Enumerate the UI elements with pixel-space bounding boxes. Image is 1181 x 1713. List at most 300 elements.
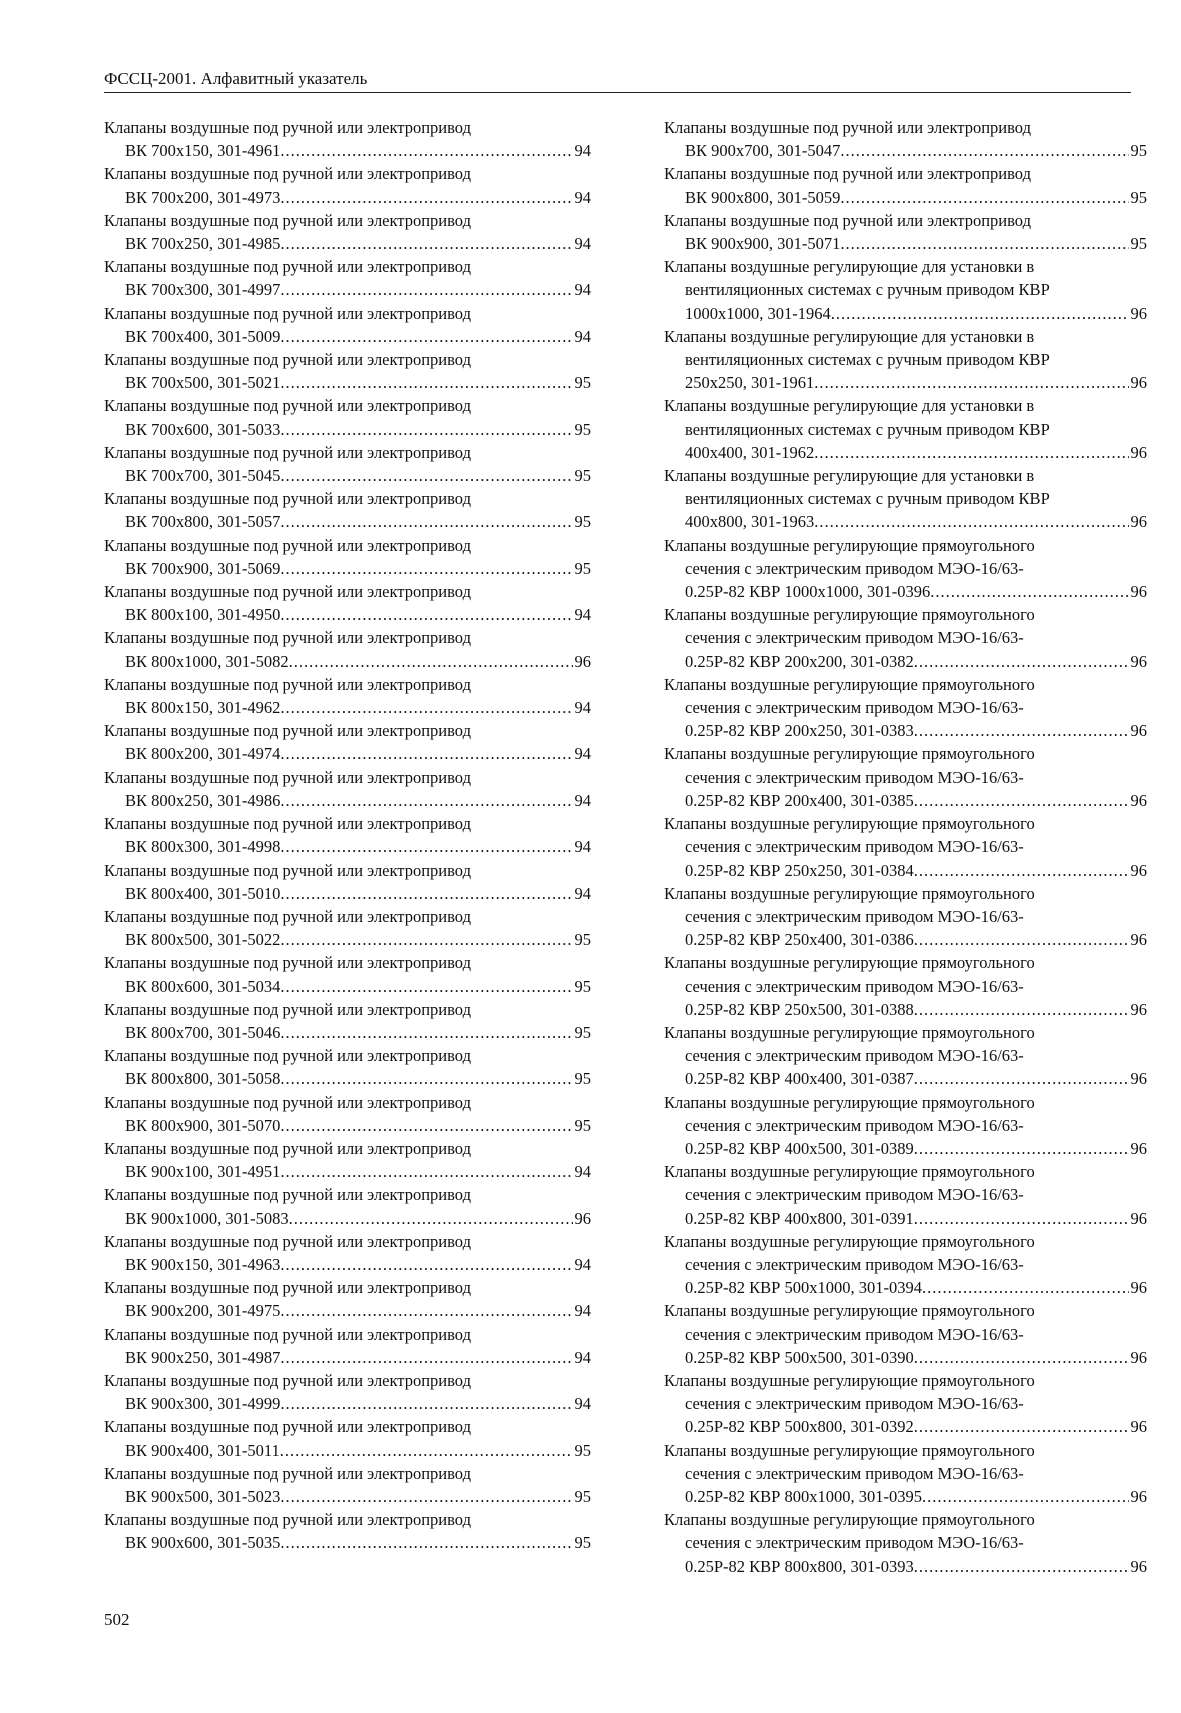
index-entry — [104, 1462, 591, 1508]
entry-last-line — [104, 928, 591, 951]
entry-text-line: ВК 700х700, 301-5045 — [125, 466, 281, 486]
index-entry — [104, 487, 591, 533]
entry-text-line: Клапаны воздушные под ручной или электропривод — [104, 582, 471, 602]
dot-leader — [280, 1346, 572, 1369]
entry-page-number: 95 — [574, 976, 591, 996]
entry-page-number: 96 — [1130, 442, 1147, 462]
entry-text-line: Клапаны воздушные регулирующие прямоугольного — [664, 1510, 1035, 1530]
entry-text-line: Клапаны воздушные регулирующие для установки в — [664, 326, 1035, 346]
entry-page-number: 96 — [1130, 651, 1147, 671]
entry-page-number: 96 — [1130, 1486, 1147, 1506]
entry-last-line — [104, 1207, 591, 1230]
dot-leader — [280, 510, 572, 533]
entry-page-number: 96 — [1130, 790, 1147, 810]
dot-leader — [280, 975, 572, 998]
entry-last-line — [664, 510, 1147, 533]
dot-leader — [289, 1207, 573, 1230]
dot-leader — [914, 719, 1129, 742]
index-entry — [104, 812, 591, 858]
dot-leader — [280, 928, 572, 951]
entry-text-line: ВК 900х300, 301-4999 — [125, 1394, 281, 1414]
entry-last-line — [664, 998, 1147, 1021]
index-entry — [664, 882, 1147, 952]
entry-text-line: сечения с электрическим приводом МЭО-16/63- — [685, 976, 1024, 996]
entry-last-line — [104, 1067, 591, 1090]
entry-page-number: 94 — [574, 141, 591, 161]
entry-page-number: 94 — [574, 1394, 591, 1414]
entry-text-line: сечения с электрическим приводом МЭО-16/63- — [685, 1533, 1024, 1553]
entry-page-number: 96 — [1130, 1278, 1147, 1298]
index-entry — [664, 742, 1147, 812]
entry-text-line: ВК 900х800, 301-5059 — [685, 187, 841, 207]
dot-leader — [922, 1276, 1129, 1299]
entry-page-number: 95 — [1130, 187, 1147, 207]
entry-page-number: 96 — [1130, 1208, 1147, 1228]
entry-text-line: ВК 700х600, 301-5033 — [125, 419, 281, 439]
entry-page-number: 94 — [574, 234, 591, 254]
entry-last-line — [664, 1485, 1147, 1508]
entry-last-line — [664, 1067, 1147, 1090]
entry-text-line: Клапаны воздушные под ручной или электропривод — [104, 906, 471, 926]
index-entry — [104, 116, 591, 162]
entry-text-line: ВК 800х500, 301-5022 — [125, 930, 281, 950]
entry-page-number: 96 — [1130, 999, 1147, 1019]
entry-page-number: 96 — [1130, 1069, 1147, 1089]
dot-leader — [914, 1555, 1129, 1578]
entry-text-line: ВК 900х500, 301-5023 — [125, 1486, 281, 1506]
entry-text-line: Клапаны воздушные под ручной или электропривод — [104, 1278, 471, 1298]
dot-leader — [280, 1531, 572, 1554]
index-entry — [104, 1276, 591, 1322]
dot-leader — [914, 1137, 1129, 1160]
entry-last-line — [104, 696, 591, 719]
entry-last-line — [664, 371, 1147, 394]
index-entry — [664, 534, 1147, 604]
dot-leader — [280, 278, 572, 301]
entry-text-line: сечения с электрическим приводом МЭО-16/63- — [685, 698, 1024, 718]
entry-last-line — [104, 1439, 591, 1462]
dot-leader — [914, 859, 1129, 882]
index-entry — [664, 812, 1147, 882]
index-entry — [664, 673, 1147, 743]
entry-text-line: вентиляционных системах с ручным приводом КВР — [685, 350, 1050, 370]
dot-leader — [280, 418, 572, 441]
entry-page-number: 95 — [574, 466, 591, 486]
dot-leader — [914, 1207, 1129, 1230]
entry-text-line: ВК 800х300, 301-4998 — [125, 837, 281, 857]
entry-text-line: Клапаны воздушные под ручной или электропривод — [104, 721, 471, 741]
entry-text-line: ВК 700х150, 301-4961 — [125, 141, 281, 161]
entry-page-number: 96 — [1130, 303, 1147, 323]
index-entry — [104, 441, 591, 487]
entry-text-line: 0.25Р-82 КВР 200х200, 301-0382 — [685, 651, 914, 671]
entry-page-number: 96 — [1130, 860, 1147, 880]
dot-leader — [814, 441, 1128, 464]
entry-text-line: Клапаны воздушные под ручной или электропривод — [104, 1092, 471, 1112]
entry-last-line — [104, 882, 591, 905]
entry-text-line: Клапаны воздушные регулирующие прямоугольного — [664, 1440, 1035, 1460]
entry-last-line — [664, 789, 1147, 812]
entry-text-line: сечения с электрическим приводом МЭО-16/63- — [685, 837, 1024, 857]
entry-text-line: Клапаны воздушные под ручной или электропривод — [104, 489, 471, 509]
index-entry — [104, 394, 591, 440]
entry-last-line — [104, 650, 591, 673]
entry-last-line — [104, 1021, 591, 1044]
entry-page-number: 95 — [574, 1022, 591, 1042]
entry-page-number: 94 — [574, 187, 591, 207]
entry-page-number: 94 — [574, 280, 591, 300]
entry-last-line — [104, 789, 591, 812]
entry-last-line — [104, 1160, 591, 1183]
entry-text-line: Клапаны воздушные под ручной или электропривод — [104, 814, 471, 834]
dot-leader — [914, 650, 1129, 673]
entry-text-line: Клапаны воздушные под ручной или электропривод — [104, 350, 471, 370]
entry-text-line: 250х250, 301-1961 — [685, 373, 815, 393]
dot-leader — [280, 1392, 572, 1415]
page-number: 502 — [104, 1610, 130, 1629]
entry-last-line — [664, 1276, 1147, 1299]
entry-text-line: ВК 900х400, 301-5011 — [125, 1440, 280, 1460]
dot-leader — [831, 302, 1129, 325]
index-entry — [104, 348, 591, 394]
entry-text-line: ВК 700х250, 301-4985 — [125, 234, 281, 254]
index-entry — [104, 859, 591, 905]
entry-text-line: Клапаны воздушные регулирующие прямоугольного — [664, 674, 1035, 694]
dot-leader — [280, 1067, 572, 1090]
entry-last-line — [664, 1346, 1147, 1369]
index-column-left — [104, 116, 591, 1555]
index-entry — [104, 534, 591, 580]
entry-page-number: 94 — [574, 1162, 591, 1182]
dot-leader — [280, 1160, 572, 1183]
dot-leader — [280, 603, 572, 626]
index-entry — [664, 255, 1147, 325]
entry-text-line: 0.25Р-82 КВР 1000х1000, 301-0396 — [685, 582, 931, 602]
entry-text-line: сечения с электрическим приводом МЭО-16/63- — [685, 1254, 1024, 1274]
entry-text-line: Клапаны воздушные под ручной или электропривод — [104, 210, 471, 230]
entry-text-line: 400х400, 301-1962 — [685, 442, 815, 462]
index-entry — [104, 1137, 591, 1183]
dot-leader — [280, 696, 572, 719]
entry-text-line: 0.25Р-82 КВР 250х400, 301-0386 — [685, 930, 914, 950]
entry-last-line — [104, 1253, 591, 1276]
header-title: ФССЦ-2001. Алфавитный указатель — [104, 69, 368, 88]
entry-last-line — [104, 1485, 591, 1508]
entry-text-line: вентиляционных системах с ручным приводом КВР — [685, 419, 1050, 439]
entry-text-line: ВК 700х400, 301-5009 — [125, 326, 281, 346]
entry-last-line — [104, 557, 591, 580]
entry-last-line — [104, 1114, 591, 1137]
entry-page-number: 96 — [574, 651, 591, 671]
entry-page-number: 95 — [574, 930, 591, 950]
index-entry — [104, 998, 591, 1044]
index-entry — [664, 325, 1147, 395]
entry-text-line: ВК 800х700, 301-5046 — [125, 1022, 281, 1042]
entry-text-line: Клапаны воздушные под ручной или электропривод — [104, 303, 471, 323]
entry-last-line — [664, 1207, 1147, 1230]
entry-text-line: 0.25Р-82 КВР 400х500, 301-0389 — [685, 1138, 914, 1158]
dot-leader — [280, 1114, 572, 1137]
entry-text-line: 0.25Р-82 КВР 500х800, 301-0392 — [685, 1417, 914, 1437]
dot-leader — [280, 1253, 572, 1276]
index-entry — [104, 673, 591, 719]
entry-text-line: Клапаны воздушные под ручной или электропривод — [104, 999, 471, 1019]
entry-page-number: 94 — [574, 698, 591, 718]
entry-last-line — [104, 603, 591, 626]
dot-leader — [280, 789, 572, 812]
entry-text-line: Клапаны воздушные регулирующие прямоугольного — [664, 883, 1035, 903]
entry-text-line: 0.25Р-82 КВР 200х400, 301-0385 — [685, 790, 914, 810]
index-entry — [104, 209, 591, 255]
entry-text-line: Клапаны воздушные под ручной или электропривод — [104, 257, 471, 277]
entry-page-number: 96 — [1130, 721, 1147, 741]
entry-last-line — [104, 975, 591, 998]
entry-text-line: ВК 900х200, 301-4975 — [125, 1301, 281, 1321]
entry-page-number: 96 — [1130, 1556, 1147, 1576]
index-entry — [664, 603, 1147, 673]
entry-text-line: Клапаны воздушные под ручной или электропривод — [104, 1046, 471, 1066]
entry-text-line: ВК 700х500, 301-5021 — [125, 373, 281, 393]
entry-text-line: 0.25Р-82 КВР 250х250, 301-0384 — [685, 860, 914, 880]
entry-last-line — [664, 441, 1147, 464]
entry-text-line: Клапаны воздушные регулирующие прямоугольного — [664, 1301, 1035, 1321]
entry-text-line: сечения с электрическим приводом МЭО-16/63- — [685, 628, 1024, 648]
entry-last-line — [664, 859, 1147, 882]
entry-text-line: 0.25Р-82 КВР 500х500, 301-0390 — [685, 1347, 914, 1367]
entry-text-line: ВК 900х250, 301-4987 — [125, 1347, 281, 1367]
entry-text-line: Клапаны воздушные регулирующие для установки в — [664, 257, 1035, 277]
entry-page-number: 94 — [574, 605, 591, 625]
entry-text-line: Клапаны воздушные под ручной или электропривод — [664, 210, 1031, 230]
index-entry — [664, 951, 1147, 1021]
entry-last-line — [104, 278, 591, 301]
entry-text-line: ВК 800х250, 301-4986 — [125, 790, 281, 810]
entry-last-line — [664, 719, 1147, 742]
entry-text-line: ВК 800х1000, 301-5082 — [125, 651, 289, 671]
entry-last-line — [664, 302, 1147, 325]
entry-last-line — [664, 1555, 1147, 1578]
entry-last-line — [664, 139, 1147, 162]
entry-last-line — [664, 928, 1147, 951]
entry-text-line: сечения с электрическим приводом МЭО-16/63- — [685, 1324, 1024, 1344]
dot-leader — [914, 1415, 1129, 1438]
entry-text-line: 0.25Р-82 КВР 500х1000, 301-0394 — [685, 1278, 922, 1298]
page-header — [104, 68, 1131, 93]
entry-text-line: Клапаны воздушные регулирующие прямоугольного — [664, 1231, 1035, 1251]
entry-text-line: ВК 700х300, 301-4997 — [125, 280, 281, 300]
index-entry — [664, 1230, 1147, 1300]
index-entry — [664, 209, 1147, 255]
entry-text-line: 0.25Р-82 КВР 400х400, 301-0387 — [685, 1069, 914, 1089]
entry-text-line: Клапаны воздушные под ручной или электропривод — [104, 1324, 471, 1344]
dot-leader — [280, 325, 572, 348]
entry-page-number: 95 — [574, 558, 591, 578]
entry-page-number: 95 — [574, 419, 591, 439]
entry-text-line: Клапаны воздушные под ручной или электропривод — [664, 118, 1031, 137]
index-entry — [104, 951, 591, 997]
entry-text-line: ВК 800х400, 301-5010 — [125, 883, 281, 903]
entry-page-number: 95 — [574, 1533, 591, 1553]
dot-leader — [280, 742, 572, 765]
dot-leader — [840, 139, 1128, 162]
index-entry — [664, 116, 1147, 162]
entry-text-line: ВК 900х100, 301-4951 — [125, 1162, 281, 1182]
entry-text-line: 400х800, 301-1963 — [685, 512, 815, 532]
entry-text-line: сечения с электрическим приводом МЭО-16/63- — [685, 767, 1024, 787]
entry-page-number: 96 — [1130, 512, 1147, 532]
entry-text-line: Клапаны воздушные под ручной или электропривод — [104, 674, 471, 694]
entry-text-line: Клапаны воздушные регулирующие прямоугольного — [664, 1370, 1035, 1390]
entry-text-line: ВК 900х150, 301-4963 — [125, 1254, 281, 1274]
entry-last-line — [104, 139, 591, 162]
entry-text-line: ВК 900х700, 301-5047 — [685, 141, 841, 161]
entry-text-line: Клапаны воздушные под ручной или электропривод — [104, 442, 471, 462]
index-entry — [664, 1091, 1147, 1161]
entry-text-line: ВК 700х800, 301-5057 — [125, 512, 281, 532]
dot-leader — [840, 232, 1128, 255]
entry-last-line — [104, 371, 591, 394]
entry-text-line: Клапаны воздушные регулирующие прямоугольного — [664, 1092, 1035, 1112]
index-entry — [664, 1160, 1147, 1230]
index-entry — [104, 580, 591, 626]
dot-leader — [814, 510, 1128, 533]
entry-text-line: ВК 800х150, 301-4962 — [125, 698, 281, 718]
entry-page-number: 96 — [1130, 1347, 1147, 1367]
entry-page-number: 94 — [574, 1254, 591, 1274]
dot-leader — [280, 1299, 572, 1322]
entry-text-line: ВК 900х900, 301-5071 — [685, 234, 841, 254]
entry-last-line — [104, 1346, 591, 1369]
index-entry — [104, 255, 591, 301]
entry-page-number: 95 — [1130, 234, 1147, 254]
entry-last-line — [664, 1415, 1147, 1438]
dot-leader — [280, 557, 572, 580]
entry-text-line: 0.25Р-82 КВР 400х800, 301-0391 — [685, 1208, 914, 1228]
dot-leader — [280, 1439, 573, 1462]
dot-leader — [914, 928, 1129, 951]
entry-page-number: 95 — [574, 1486, 591, 1506]
entry-page-number: 95 — [574, 373, 591, 393]
entry-page-number: 96 — [574, 1208, 591, 1228]
index-entry — [104, 1369, 591, 1415]
index-entry — [104, 1230, 591, 1276]
entry-page-number: 94 — [574, 326, 591, 346]
dot-leader — [840, 186, 1128, 209]
entry-last-line — [664, 650, 1147, 673]
entry-page-number: 96 — [1130, 1138, 1147, 1158]
entry-page-number: 94 — [574, 837, 591, 857]
index-entry — [104, 162, 591, 208]
entry-page-number: 95 — [1130, 141, 1147, 161]
entry-text-line: Клапаны воздушные под ручной или электропривод — [104, 1417, 471, 1437]
entry-last-line — [104, 418, 591, 441]
index-entry — [104, 1091, 591, 1137]
entry-last-line — [104, 325, 591, 348]
entry-text-line: Клапаны воздушные под ручной или электропривод — [104, 1231, 471, 1251]
entry-last-line — [104, 464, 591, 487]
entry-last-line — [664, 186, 1147, 209]
entry-last-line — [104, 186, 591, 209]
dot-leader — [914, 1067, 1129, 1090]
entry-page-number: 94 — [574, 744, 591, 764]
entry-text-line: Клапаны воздушные регулирующие прямоугольного — [664, 1162, 1035, 1182]
index-entry — [104, 905, 591, 951]
entry-text-line: 0.25Р-82 КВР 250х500, 301-0388 — [685, 999, 914, 1019]
entry-page-number: 94 — [574, 1347, 591, 1367]
entry-text-line: Клапаны воздушные регулирующие для установки в — [664, 396, 1035, 416]
entry-text-line: Клапаны воздушные под ручной или электропривод — [104, 628, 471, 648]
entry-text-line: 0.25Р-82 КВР 800х800, 301-0393 — [685, 1556, 914, 1576]
index-entry — [664, 464, 1147, 534]
entry-page-number: 95 — [574, 1440, 591, 1460]
entry-text-line: Клапаны воздушные под ручной или электропривод — [104, 953, 471, 973]
dot-leader — [922, 1485, 1129, 1508]
entry-page-number: 94 — [574, 1301, 591, 1321]
entry-text-line: Клапаны воздушные под ручной или электропривод — [664, 164, 1031, 184]
index-entry — [664, 162, 1147, 208]
entry-text-line: сечения с электрическим приводом МЭО-16/63- — [685, 1185, 1024, 1205]
entry-last-line — [104, 1392, 591, 1415]
entry-last-line — [104, 232, 591, 255]
index-entry — [104, 1415, 591, 1461]
entry-last-line — [104, 510, 591, 533]
entry-text-line: сечения с электрическим приводом МЭО-16/63- — [685, 558, 1024, 578]
entry-last-line — [104, 835, 591, 858]
entry-text-line: Клапаны воздушные под ручной или электропривод — [104, 535, 471, 555]
index-entry — [664, 394, 1147, 464]
dot-leader — [914, 1346, 1129, 1369]
index-entry — [664, 1299, 1147, 1369]
dot-leader — [914, 789, 1129, 812]
entry-text-line: ВК 900х1000, 301-5083 — [125, 1208, 289, 1228]
entry-page-number: 95 — [574, 1069, 591, 1089]
entry-text-line: ВК 800х900, 301-5070 — [125, 1115, 281, 1135]
entry-text-line: Клапаны воздушные регулирующие прямоугольного — [664, 814, 1035, 834]
entry-text-line: ВК 800х600, 301-5034 — [125, 976, 281, 996]
entry-text-line: ВК 700х200, 301-4973 — [125, 187, 281, 207]
dot-leader — [914, 998, 1129, 1021]
index-entry — [664, 1369, 1147, 1439]
entry-text-line: Клапаны воздушные под ручной или электропривод — [104, 1463, 471, 1483]
entry-text-line: Клапаны воздушные регулирующие прямоугольного — [664, 1022, 1035, 1042]
entry-page-number: 94 — [574, 883, 591, 903]
entry-text-line: ВК 800х100, 301-4950 — [125, 605, 281, 625]
entry-text-line: Клапаны воздушные под ручной или электропривод — [104, 1510, 471, 1530]
entry-text-line: 0.25Р-82 КВР 200х250, 301-0383 — [685, 721, 914, 741]
entry-text-line: ВК 800х200, 301-4974 — [125, 744, 281, 764]
dot-leader — [289, 650, 573, 673]
entry-text-line: ВК 800х800, 301-5058 — [125, 1069, 281, 1089]
entry-text-line: вентиляционных системах с ручным приводом КВР — [685, 489, 1050, 509]
dot-leader — [280, 1485, 572, 1508]
entry-text-line: Клапаны воздушные под ручной или электропривод — [104, 1370, 471, 1390]
dot-leader — [814, 371, 1128, 394]
entry-text-line: Клапаны воздушные регулирующие прямоугольного — [664, 953, 1035, 973]
dot-leader — [280, 139, 572, 162]
entry-last-line — [664, 1137, 1147, 1160]
index-entry — [664, 1439, 1147, 1509]
index-entry — [664, 1508, 1147, 1578]
entry-text-line: Клапаны воздушные регулирующие прямоугольного — [664, 605, 1035, 625]
entry-page-number: 96 — [1130, 930, 1147, 950]
entry-text-line: 1000х1000, 301-1964 — [685, 303, 831, 323]
entry-page-number: 96 — [1130, 1417, 1147, 1437]
index-entry — [104, 1044, 591, 1090]
dot-leader — [930, 580, 1128, 603]
entry-page-number: 95 — [574, 512, 591, 532]
entry-last-line — [664, 580, 1147, 603]
dot-leader — [280, 232, 572, 255]
